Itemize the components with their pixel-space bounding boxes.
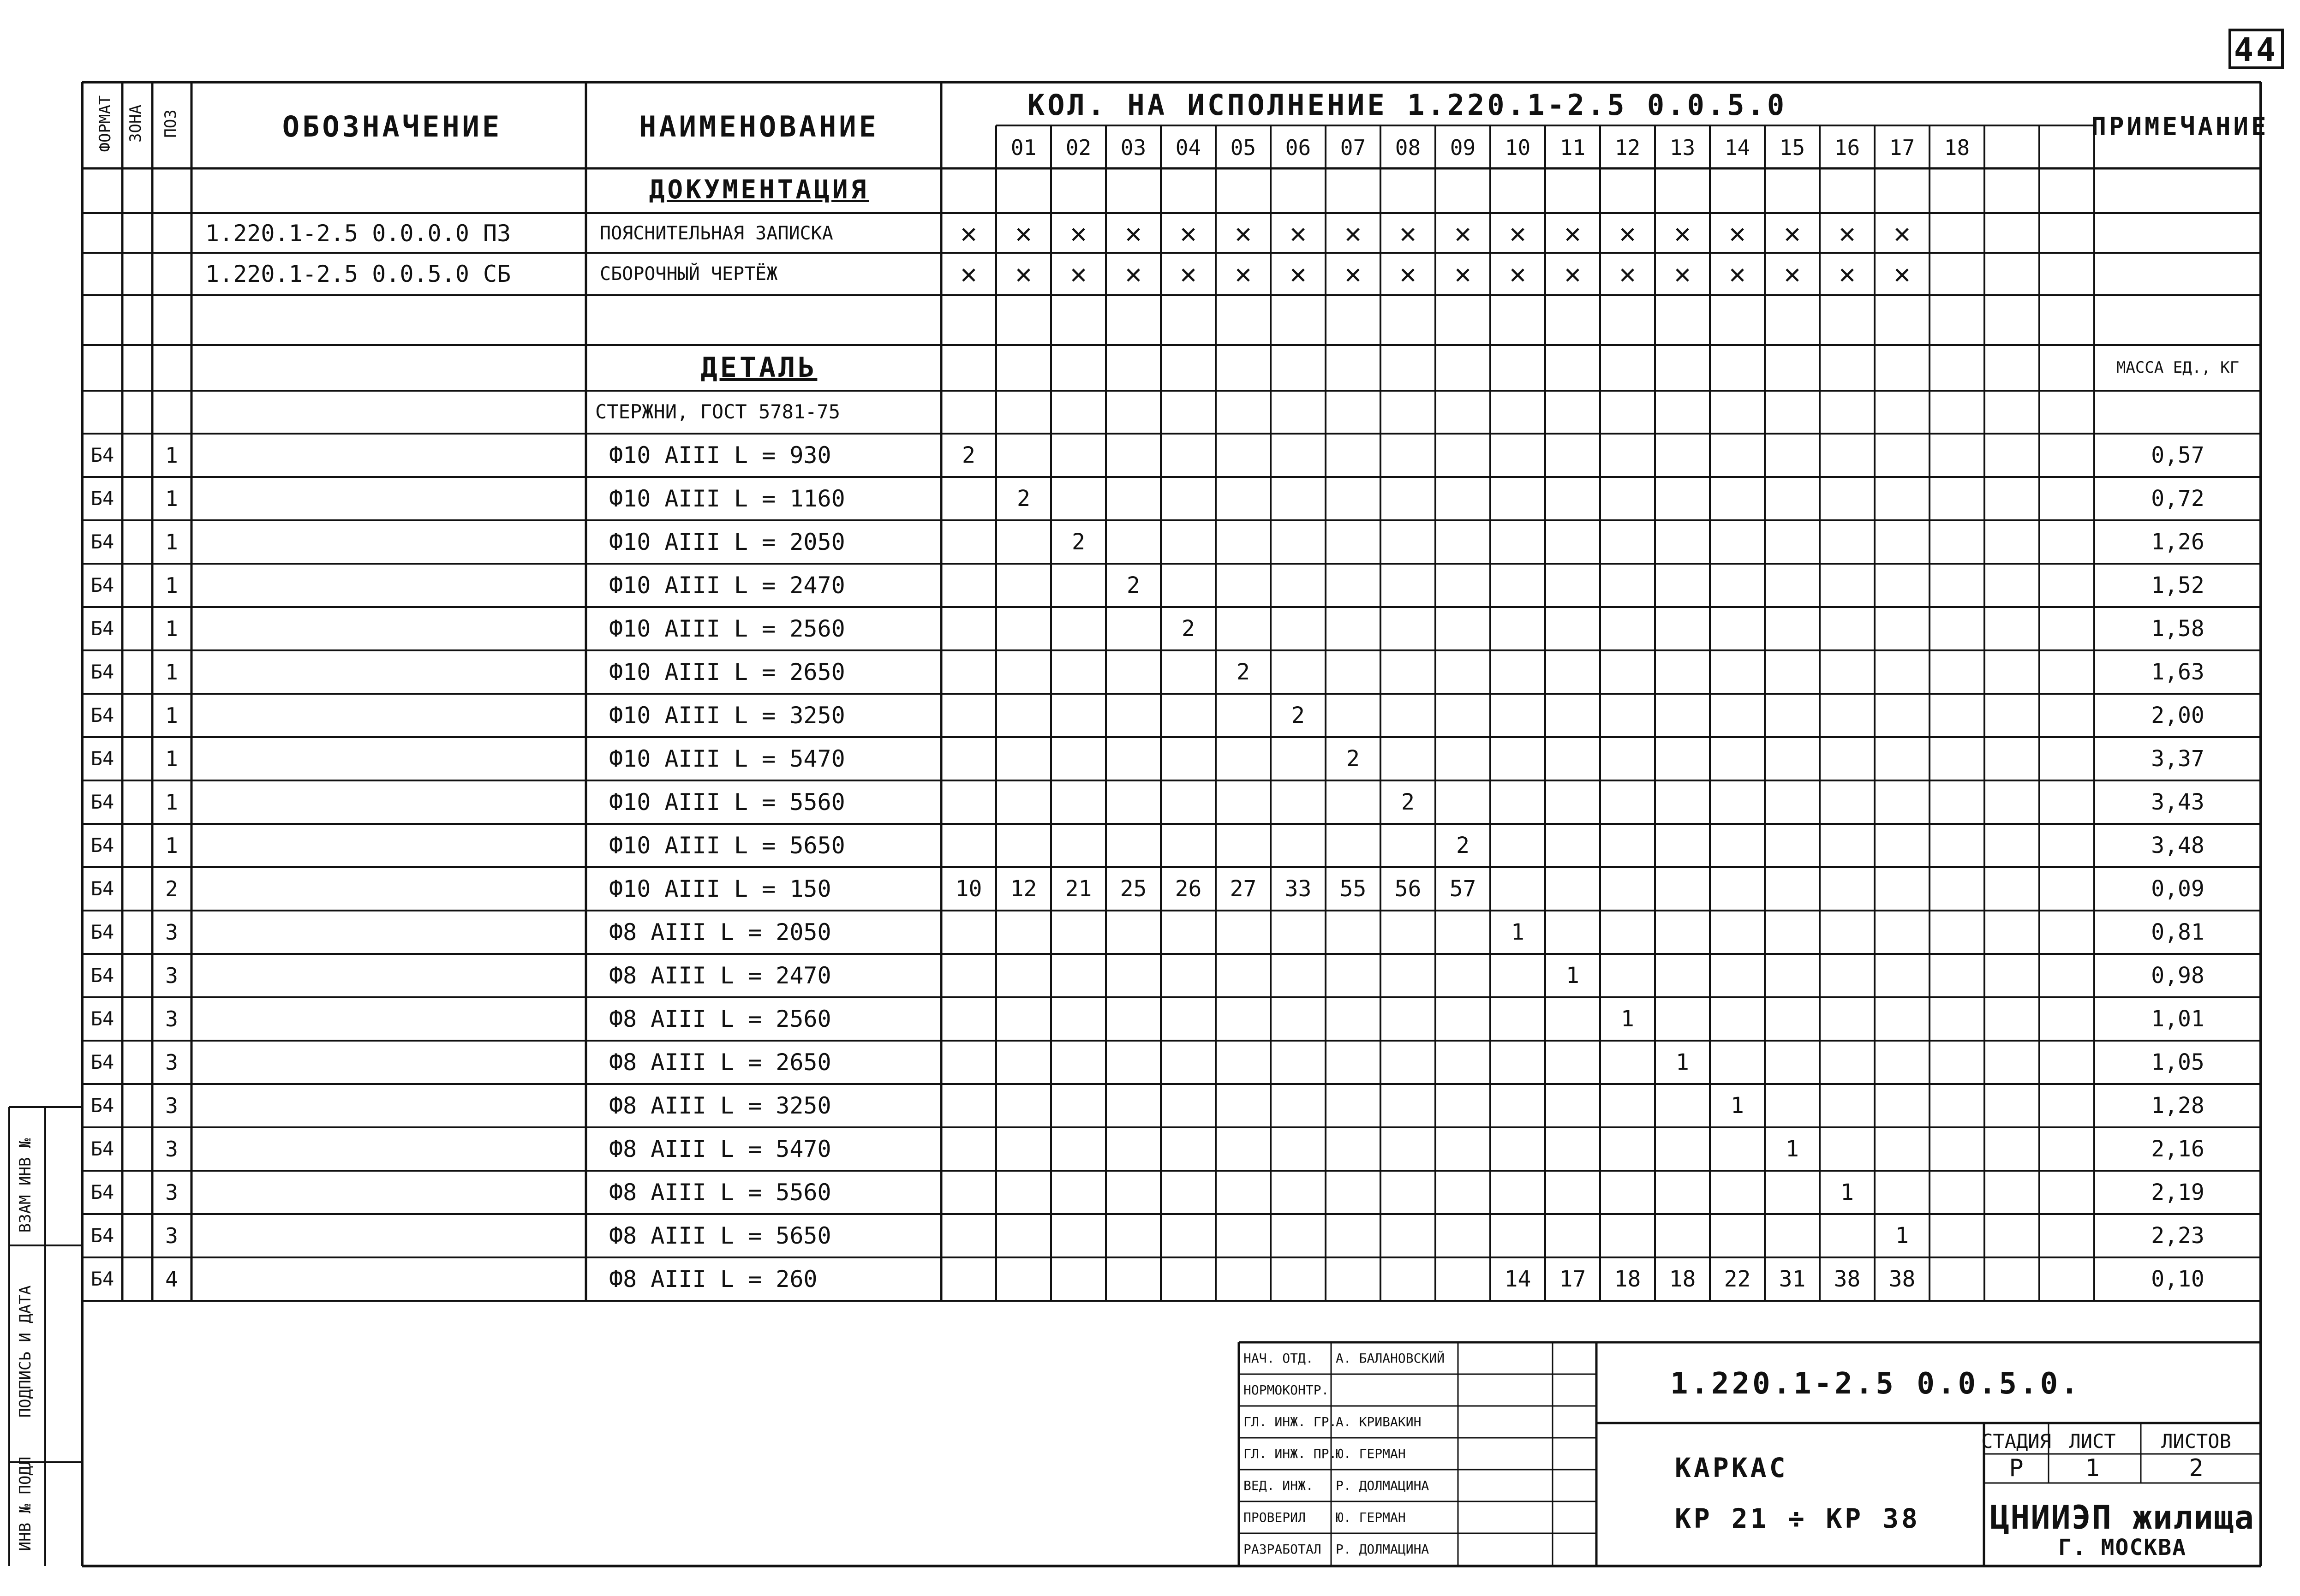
staff-name: Р. ДОЛМАЦИНА: [1336, 1542, 1429, 1557]
row-mass: 0,81: [2151, 919, 2204, 945]
doc-mark: ✕: [1070, 258, 1087, 290]
row-qty: 1: [1840, 1179, 1854, 1205]
staff-name: Р. ДОЛМАЦИНА: [1336, 1478, 1429, 1493]
staff-name: Ю. ГЕРМАН: [1336, 1446, 1406, 1461]
row-name: Ф10 АIII L = 5560: [609, 789, 845, 816]
version-col-04: 04: [1175, 135, 1201, 160]
row-qty: 38: [1888, 1266, 1916, 1292]
row-format: Б4: [90, 747, 114, 770]
doc-mark: ✕: [1729, 258, 1746, 290]
row-mass: 0,09: [2151, 876, 2204, 902]
doc-mark: ✕: [1674, 217, 1691, 250]
doc-mark: ✕: [1454, 258, 1471, 290]
doc-name: СБОРОЧНЫЙ ЧЕРТЁЖ: [600, 263, 778, 285]
row-mass: 3,48: [2151, 833, 2204, 858]
row-qty: 38: [1834, 1266, 1861, 1292]
row-pos: 1: [165, 486, 178, 511]
doc-mark: ✕: [1729, 217, 1746, 250]
doc-mark: ✕: [1235, 217, 1252, 250]
doc-mark: ✕: [1784, 217, 1801, 250]
row-qty: 2: [1346, 746, 1360, 772]
row-format: Б4: [90, 1181, 114, 1203]
row-name: Ф10 АIII L = 2560: [609, 615, 845, 642]
row-qty: 2: [1127, 572, 1140, 598]
version-col-09: 09: [1450, 135, 1476, 160]
row-qty: 14: [1504, 1266, 1531, 1292]
header-format: ФОРМАТ: [96, 95, 114, 152]
row-pos: 1: [165, 703, 178, 728]
row-format: Б4: [90, 791, 114, 813]
row-format: Б4: [90, 574, 114, 596]
version-col-05: 05: [1230, 135, 1256, 160]
header-zone: ЗОНА: [126, 105, 145, 143]
row-format: Б4: [90, 1007, 114, 1030]
version-col-17: 17: [1889, 135, 1915, 160]
version-col-14: 14: [1724, 135, 1750, 160]
row-qty: 2: [962, 442, 975, 468]
version-col-15: 15: [1779, 135, 1805, 160]
row-qty: 31: [1779, 1266, 1806, 1292]
doc-mark: ✕: [1839, 258, 1856, 290]
row-qty: 2: [1401, 789, 1415, 815]
row-format: Б4: [90, 1094, 114, 1117]
row-qty: 1: [1566, 963, 1579, 989]
title-block-title-1: КАРКАС: [1675, 1452, 1788, 1483]
row-format: Б4: [90, 444, 114, 466]
version-col-12: 12: [1614, 135, 1641, 160]
header-name: НАИМЕНОВАНИЕ: [639, 110, 879, 143]
row-pos: 3: [165, 1006, 178, 1031]
row-pos: 3: [165, 1180, 178, 1205]
version-col-06: 06: [1285, 135, 1311, 160]
stamp-inv-podl: ИНВ № ПОДЛ: [16, 1456, 35, 1551]
row-qty: 1: [1786, 1136, 1799, 1162]
stamp-podpis-data: ПОДПИСЬ И ДАТА: [16, 1285, 35, 1418]
doc-mark: ✕: [1180, 217, 1197, 250]
row-format: Б4: [90, 1224, 114, 1247]
staff-role: НОРМОКОНТР.: [1243, 1382, 1329, 1398]
doc-mark: ✕: [1564, 217, 1581, 250]
title-block-org: ЦНИИЭП жилища: [1990, 1499, 2255, 1536]
header-note: ПРИМЕЧАНИЕ: [2091, 112, 2269, 141]
staff-name: А. БАЛАНОВСКИЙ: [1336, 1351, 1445, 1366]
row-qty: 18: [1614, 1266, 1641, 1292]
details-subtitle: СТЕРЖНИ, ГОСТ 5781-75: [595, 400, 841, 423]
row-qty: 1: [1511, 919, 1524, 945]
row-qty: 27: [1230, 876, 1257, 902]
title-block-stage-label: СТАДИЯ: [1981, 1430, 2051, 1453]
row-pos: 4: [165, 1267, 178, 1292]
row-pos: 2: [165, 876, 178, 901]
row-qty: 1: [1731, 1093, 1744, 1119]
row-format: Б4: [90, 877, 114, 900]
page-number: 44: [2234, 31, 2279, 69]
mass-header: МАССА ЕД., КГ: [2116, 358, 2240, 377]
row-mass: 0,98: [2151, 963, 2204, 989]
row-pos: 1: [165, 746, 178, 771]
row-name: Ф8 АIII L = 3250: [609, 1092, 831, 1119]
row-qty: 10: [955, 876, 982, 902]
row-qty: 21: [1065, 876, 1092, 902]
row-format: Б4: [90, 1137, 114, 1160]
header-qty-per-version: КОЛ. НА ИСПОЛНЕНИЕ 1.220.1-2.5 0.0.5.0: [1027, 88, 1787, 122]
doc-mark: ✕: [1235, 258, 1252, 290]
row-qty: 25: [1120, 876, 1147, 902]
staff-name: Ю. ГЕРМАН: [1336, 1510, 1406, 1525]
title-block-title-2: КР 21 ÷ КР 38: [1675, 1503, 1920, 1534]
staff-role: НАЧ. ОТД.: [1243, 1351, 1314, 1366]
staff-role: ВЕД. ИНЖ.: [1243, 1478, 1314, 1493]
row-mass: 2,23: [2151, 1223, 2204, 1249]
doc-mark: ✕: [1070, 217, 1087, 250]
version-col-10: 10: [1505, 135, 1531, 160]
row-pos: 1: [165, 790, 178, 815]
row-pos: 1: [165, 573, 178, 598]
doc-mark: ✕: [1180, 258, 1197, 290]
staff-role: ПРОВЕРИЛ: [1243, 1510, 1306, 1525]
version-col-03: 03: [1120, 135, 1147, 160]
title-block-sheet-label: ЛИСТ: [2069, 1430, 2116, 1453]
row-qty: 1: [1895, 1223, 1909, 1249]
row-name: Ф10 АIII L = 1160: [609, 485, 845, 512]
doc-mark: ✕: [1894, 258, 1911, 290]
row-mass: 2,19: [2151, 1179, 2204, 1205]
row-qty: 55: [1339, 876, 1367, 902]
row-mass: 0,72: [2151, 486, 2204, 512]
row-qty: 18: [1669, 1266, 1696, 1292]
row-name: Ф10 АIII L = 3250: [609, 702, 845, 729]
row-format: Б4: [90, 921, 114, 943]
row-qty: 57: [1449, 876, 1476, 902]
row-pos: 1: [165, 833, 178, 858]
row-pos: 1: [165, 443, 178, 468]
row-qty: 2: [1182, 616, 1195, 642]
title-block-sheets: 2: [2189, 1454, 2204, 1482]
doc-mark: ✕: [1784, 258, 1801, 290]
doc-mark: ✕: [1619, 258, 1636, 290]
doc-mark: ✕: [1399, 258, 1416, 290]
version-col-11: 11: [1559, 135, 1586, 160]
row-format: Б4: [90, 704, 114, 727]
doc-designation: 1.220.1-2.5 0.0.0.0 ПЗ: [205, 220, 511, 247]
doc-mark: ✕: [960, 217, 977, 250]
version-col-16: 16: [1834, 135, 1860, 160]
row-qty: 2: [1237, 659, 1250, 685]
row-mass: 3,37: [2151, 746, 2204, 772]
doc-mark: ✕: [1344, 258, 1362, 290]
row-qty: 1: [1621, 1006, 1634, 1032]
title-block-city: Г. МОСКВА: [2058, 1535, 2187, 1560]
row-format: Б4: [90, 661, 114, 683]
row-mass: 0,10: [2151, 1266, 2204, 1292]
row-pos: 1: [165, 616, 178, 641]
doc-mark: ✕: [1290, 217, 1307, 250]
row-name: Ф10 АIII L = 2650: [609, 659, 845, 685]
row-name: Ф8 АIII L = 2650: [609, 1049, 831, 1076]
title-block-sheets-label: ЛИСТОВ: [2161, 1430, 2231, 1453]
row-pos: 3: [165, 1050, 178, 1075]
row-mass: 3,43: [2151, 789, 2204, 815]
doc-name: ПОЯСНИТЕЛЬНАЯ ЗАПИСКА: [600, 223, 833, 244]
row-qty: 2: [1072, 529, 1085, 555]
row-mass: 1,05: [2151, 1049, 2204, 1075]
row-pos: 3: [165, 1223, 178, 1248]
doc-mark: ✕: [1015, 217, 1032, 250]
row-pos: 3: [165, 1137, 178, 1161]
row-mass: 2,00: [2151, 703, 2204, 728]
row-format: Б4: [90, 964, 114, 987]
doc-mark: ✕: [1399, 217, 1416, 250]
row-format: Б4: [90, 617, 114, 640]
version-col-13: 13: [1669, 135, 1696, 160]
row-format: Б4: [90, 1268, 114, 1290]
row-mass: 1,58: [2151, 616, 2204, 642]
row-name: Ф8 АIII L = 2050: [609, 919, 831, 946]
row-name: Ф10 АIII L = 5650: [609, 832, 845, 859]
row-qty: 33: [1284, 876, 1312, 902]
row-pos: 1: [165, 530, 178, 554]
row-qty: 22: [1724, 1266, 1751, 1292]
row-qty: 2: [1456, 833, 1470, 858]
row-qty: 2: [1291, 703, 1305, 728]
row-name: Ф10 АIII L = 5470: [609, 745, 845, 772]
documentation-title: ДОКУМЕНТАЦИЯ: [649, 175, 869, 205]
row-mass: 1,52: [2151, 572, 2204, 598]
doc-mark: ✕: [1125, 258, 1142, 290]
doc-mark: ✕: [1894, 217, 1911, 250]
version-col-01: 01: [1010, 135, 1037, 160]
doc-mark: ✕: [1674, 258, 1691, 290]
details-title: ДЕТАЛЬ: [700, 351, 818, 384]
row-name: Ф8 АIII L = 5560: [609, 1179, 831, 1206]
row-pos: 3: [165, 1093, 178, 1118]
row-mass: 1,63: [2151, 659, 2204, 685]
doc-mark: ✕: [1454, 217, 1471, 250]
header-designation: ОБОЗНАЧЕНИЕ: [282, 110, 502, 143]
row-name: Ф10 АIII L = 930: [609, 442, 831, 469]
doc-mark: ✕: [1509, 258, 1526, 290]
header-pos: ПОЗ: [161, 109, 180, 138]
row-mass: 1,26: [2151, 529, 2204, 555]
version-col-18: 18: [1944, 135, 1970, 160]
doc-mark: ✕: [1344, 217, 1362, 250]
row-pos: 1: [165, 660, 178, 685]
row-format: Б4: [90, 834, 114, 857]
doc-mark: ✕: [1564, 258, 1581, 290]
row-format: Б4: [90, 487, 114, 510]
row-mass: 1,28: [2151, 1093, 2204, 1119]
row-format: Б4: [90, 1051, 114, 1073]
row-name: Ф10 АIII L = 2050: [609, 529, 845, 555]
row-pos: 3: [165, 963, 178, 988]
doc-mark: ✕: [960, 258, 977, 290]
row-format: Б4: [90, 530, 114, 553]
doc-mark: ✕: [1619, 217, 1636, 250]
row-qty: 56: [1394, 876, 1422, 902]
staff-role: РАЗРАБОТАЛ: [1243, 1542, 1321, 1557]
doc-mark: ✕: [1290, 258, 1307, 290]
row-qty: 12: [1010, 876, 1037, 902]
row-qty: 26: [1175, 876, 1202, 902]
row-pos: 3: [165, 920, 178, 945]
table-grid: [9, 82, 2261, 1566]
row-qty: 1: [1676, 1049, 1689, 1075]
staff-role: ГЛ. ИНЖ. ПР.: [1243, 1446, 1337, 1461]
row-qty: 2: [1017, 486, 1030, 512]
title-block-code: 1.220.1-2.5 0.0.5.0.: [1670, 1367, 2081, 1401]
row-mass: 1,01: [2151, 1006, 2204, 1032]
title-block-sheet: 1: [2085, 1454, 2100, 1482]
doc-mark: ✕: [1015, 258, 1032, 290]
title-block-stage: Р: [2009, 1454, 2024, 1482]
doc-mark: ✕: [1125, 217, 1142, 250]
stamp-vzam-inv: ВЗАМ ИНВ №: [16, 1138, 35, 1233]
version-col-02: 02: [1065, 135, 1092, 160]
staff-role: ГЛ. ИНЖ. ГР.: [1243, 1414, 1337, 1429]
row-name: Ф8 АIII L = 260: [609, 1266, 818, 1292]
row-name: Ф8 АIII L = 5650: [609, 1222, 831, 1249]
row-name: Ф8 АIII L = 5470: [609, 1136, 831, 1162]
version-col-07: 07: [1340, 135, 1366, 160]
row-name: Ф8 АIII L = 2470: [609, 962, 831, 989]
row-name: Ф10 АIII L = 150: [609, 875, 831, 902]
row-qty: 17: [1559, 1266, 1586, 1292]
row-name: Ф10 АIII L = 2470: [609, 572, 845, 599]
row-mass: 2,16: [2151, 1136, 2204, 1162]
doc-mark: ✕: [1839, 217, 1856, 250]
doc-designation: 1.220.1-2.5 0.0.5.0 СБ: [205, 261, 511, 287]
version-col-08: 08: [1395, 135, 1421, 160]
doc-mark: ✕: [1509, 217, 1526, 250]
row-name: Ф8 АIII L = 2560: [609, 1006, 831, 1032]
staff-name: А. КРИВАКИН: [1336, 1414, 1422, 1429]
row-mass: 0,57: [2151, 442, 2204, 468]
